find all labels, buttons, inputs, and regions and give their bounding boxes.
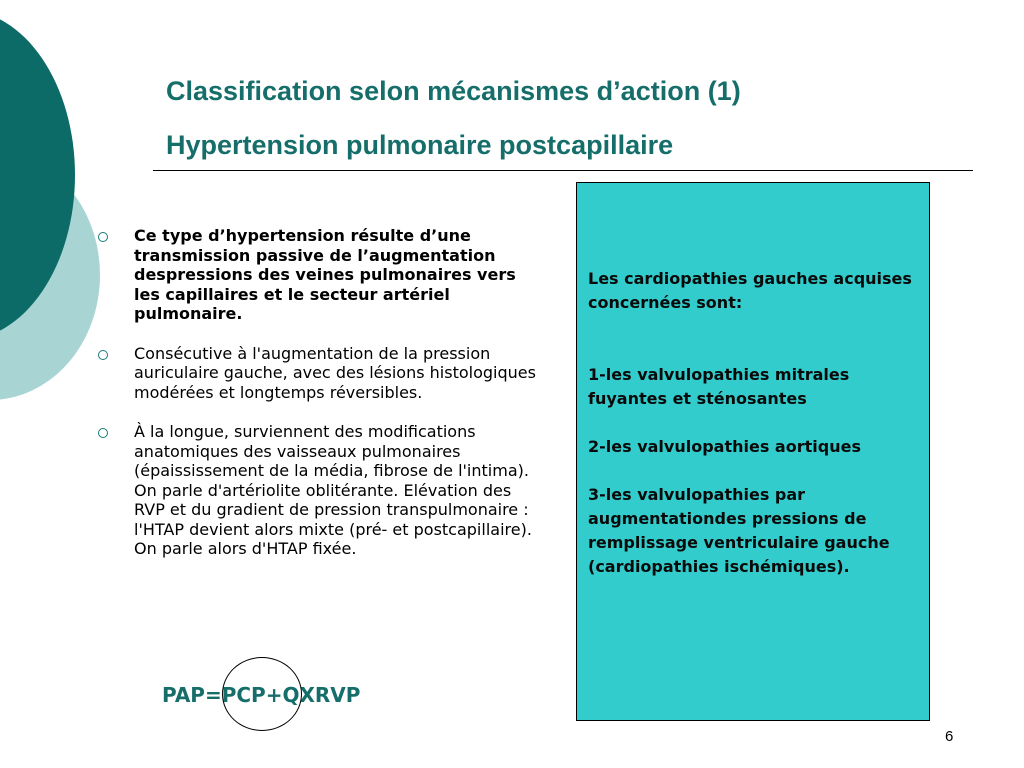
- bullet-circle-icon: [98, 428, 108, 438]
- title-divider: [153, 170, 973, 171]
- page-number: 6: [945, 728, 954, 745]
- bullet-item: [98, 226, 538, 324]
- formula-highlight-circle: [222, 657, 302, 731]
- box-intro: Les cardiopathies gauches acquises concernées sont:: [588, 269, 912, 312]
- bullet-text: À la longue, surviennent des modifications anatomiques des vaisseaux pulmonaires (épaississement de la média, fibrose de l'intima). On parle d'artériolite oblitérante. Elévation des RVP et du gradient de pression transpulmonaire : l'HTAP devient alors mixte (pré- et postcapillaire). On parle alors d'HTAP fixée.: [134, 422, 532, 558]
- bullet-item: [98, 422, 538, 559]
- formula: PAP=PCP+QXRVP: [162, 683, 361, 707]
- bullet-text: Consécutive à l'augmentation de la pression auriculaire gauche, avec des lésions histologiques modérées et longtemps réversibles.: [134, 343, 536, 402]
- bullet-list: [98, 226, 538, 579]
- slide-title: [166, 64, 741, 172]
- title-line-2: Hypertension pulmonaire postcapillaire: [166, 130, 674, 160]
- bullet-text: Ce type d’hypertension résulte d’une transmission passive de l’augmentation despressions des veines pulmonaires vers les capillaires et le secteur artériel pulmonaire.: [134, 226, 516, 323]
- box-item-3: 3-les valvulopathies par augmentationdes pressions de remplissage ventriculaire gauche (cardiopathies ischémiques).: [588, 485, 890, 576]
- cardiopathies-box: [576, 182, 930, 721]
- bullet-circle-icon: [98, 232, 108, 242]
- title-line-1: Classification selon mécanismes d’action (1): [166, 76, 741, 106]
- box-item-1: 1-les valvulopathies mitrales fuyantes et sténosantes: [588, 365, 850, 408]
- bullet-item: [98, 344, 538, 403]
- bullet-circle-icon: [98, 350, 108, 360]
- box-item-2: 2-les valvulopathies aortiques: [588, 437, 861, 456]
